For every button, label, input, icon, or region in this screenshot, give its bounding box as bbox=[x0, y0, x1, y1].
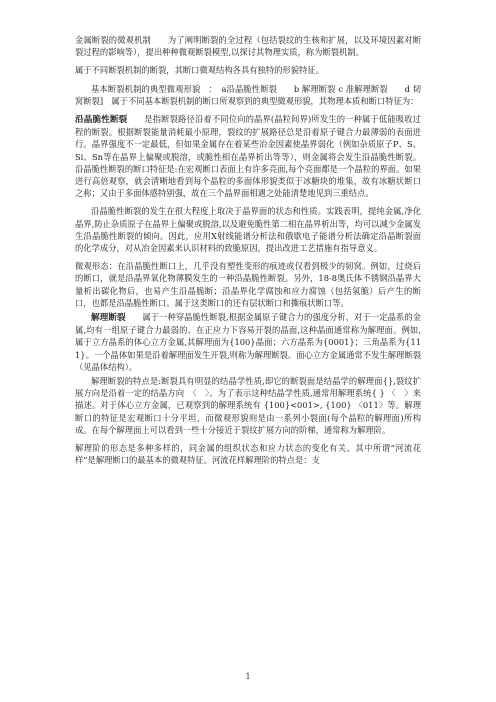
paragraph-cleavage-text: 属于一种穿晶脆性断裂,根据金属原子键合力的强度分析，对于一定晶系的金属,均有一组原子键合力最弱的、在正应力下容易开裂的晶面,这种晶面通常称为解理面。例如,属于立方晶系的体心立方金属,其解理面为{100}晶面；六方晶系为{0001}；三角晶系为{111}。一个晶体如果是沿着解理面发生开裂,则称为解理断裂。面心立方金属通常不发生解理断裂（见晶体结构）。 bbox=[75, 312, 421, 372]
paragraph-micro-morphology: 微观形态：在沿晶脆性断口上，几乎没有塑性变形的痕迹或仅看到极少的韧窝。例如，过烧后的断口，就是沿晶界氧化物薄膜发生的一种沿晶脆性断裂。另外，18-8奥氏体不锈钢沿晶界大量析出碳化物后，也易产生沿晶脆断；沿晶界化学腐蚀和应力腐蚀（包括氢脆）后产生的断口，也都是沿晶脆性断口。属于这类断口的还有层状断口和撕痕状断口等。 bbox=[75, 261, 421, 308]
paragraph-features: 属于不同断裂机制的断裂，其断口微观结构各具有独特的形貌特征。 bbox=[75, 65, 324, 76]
page-number: 1 bbox=[245, 672, 251, 681]
term-cleavage-fracture: 解理断裂 bbox=[91, 313, 126, 324]
paragraph-grain-boundary: 沿晶脆性断裂的发生在很大程度上取决于晶界面的状态和性质。实践表明，提纯金属,净化晶界,防止杂质原子在晶界上偏聚或脱溶,以及避免脆性第二相在晶界析出等，均可以减少金属发生沿晶脆性断裂的倾向。因此，应用X射线能谱分析法和俄歇电子能谱分析法确定沿晶断裂面的化学成分，对从冶金因素来认识材料的致脆原因，提出改进工艺措施有指导意义。 bbox=[75, 206, 421, 254]
paragraph-river-pattern: 解理阶的形态是多种多样的，同金属的组织状态和应力状态的变化有关。其中所谓“河流花样”是解理断口的最基本的微观特征。河流花样解理阶的特点是：支 bbox=[75, 443, 421, 466]
paragraph-cleavage bbox=[75, 311, 421, 373]
paragraph-cleavage-features: 解理断裂的特点是:断裂具有明显的结晶学性质,即它的断裂面是结晶学的解理面{},裂纹扩展方向是沿着一定的结晶方向 〈 〉。为了表示这种结晶学性质,通常用解理系统{ } 〈 〉来描述。对于体心立方金属，已观察到的解理系统有 {100}<001>, {100} 〈011〉等。解理断口的特征是宏观断口十分平坦，而微观形貌则是由一系列小裂面(每个晶粒的解理面)所构成。在每个解理面上可以看到一些十分接近于裂纹扩展方向的阶梯，通常称为解理阶。 bbox=[75, 376, 421, 435]
paragraph-intergranular-text: 是指断裂路径沿着不同位向的晶界(晶粒间界)所发生的一种属于低能吸收过程的断裂。根据断裂能量消耗最小原理，裂纹的扩展路径总是沿着原子键合力最薄弱的表面进行。晶界强度不一定最低，但如果金属存在着某些冶金因素使晶界弱化（例如杂质原子P、S、Si、Sn等在晶界上偏聚或脱溶，或脆性相在晶界析出等等），则金属将会发生沿晶脆性断裂。沿晶脆性断裂的断口特征是:在宏观断口表面上有许多亮面,每个亮面都是一个晶粒的界面。如果进行高倍观察，就会清晰地看到每个晶粒的多面体形貌类似于冰糖块的堆集，故有冰糖状断口之称；又由于多面体感特别强，故在三个晶界面相遇之处能清楚地见到三重结点。 bbox=[75, 114, 421, 199]
paragraph-typical-morphology: 基本断裂机制的典型微观形貌 ： a沿晶脆性断裂 b 解理断裂 c 准解理断裂 d 韧窝断裂] 属于不同基本断裂机制的断口所观察到的典型微观形貌，其物理本质和断口特征为： bbox=[75, 83, 421, 106]
page-body bbox=[75, 34, 421, 473]
term-intergranular-brittle-fracture: 沿晶脆性断裂 bbox=[75, 115, 128, 126]
paragraph-intro: 金属断裂的微观机制 为了阐明断裂的全过程（包括裂纹的生核和扩展，以及环境因素对断裂过程的影响等），提出种种微观断裂模型,以探讨其物理实质，称为断裂机制。 bbox=[75, 35, 421, 58]
paragraph-intergranular bbox=[75, 113, 421, 199]
